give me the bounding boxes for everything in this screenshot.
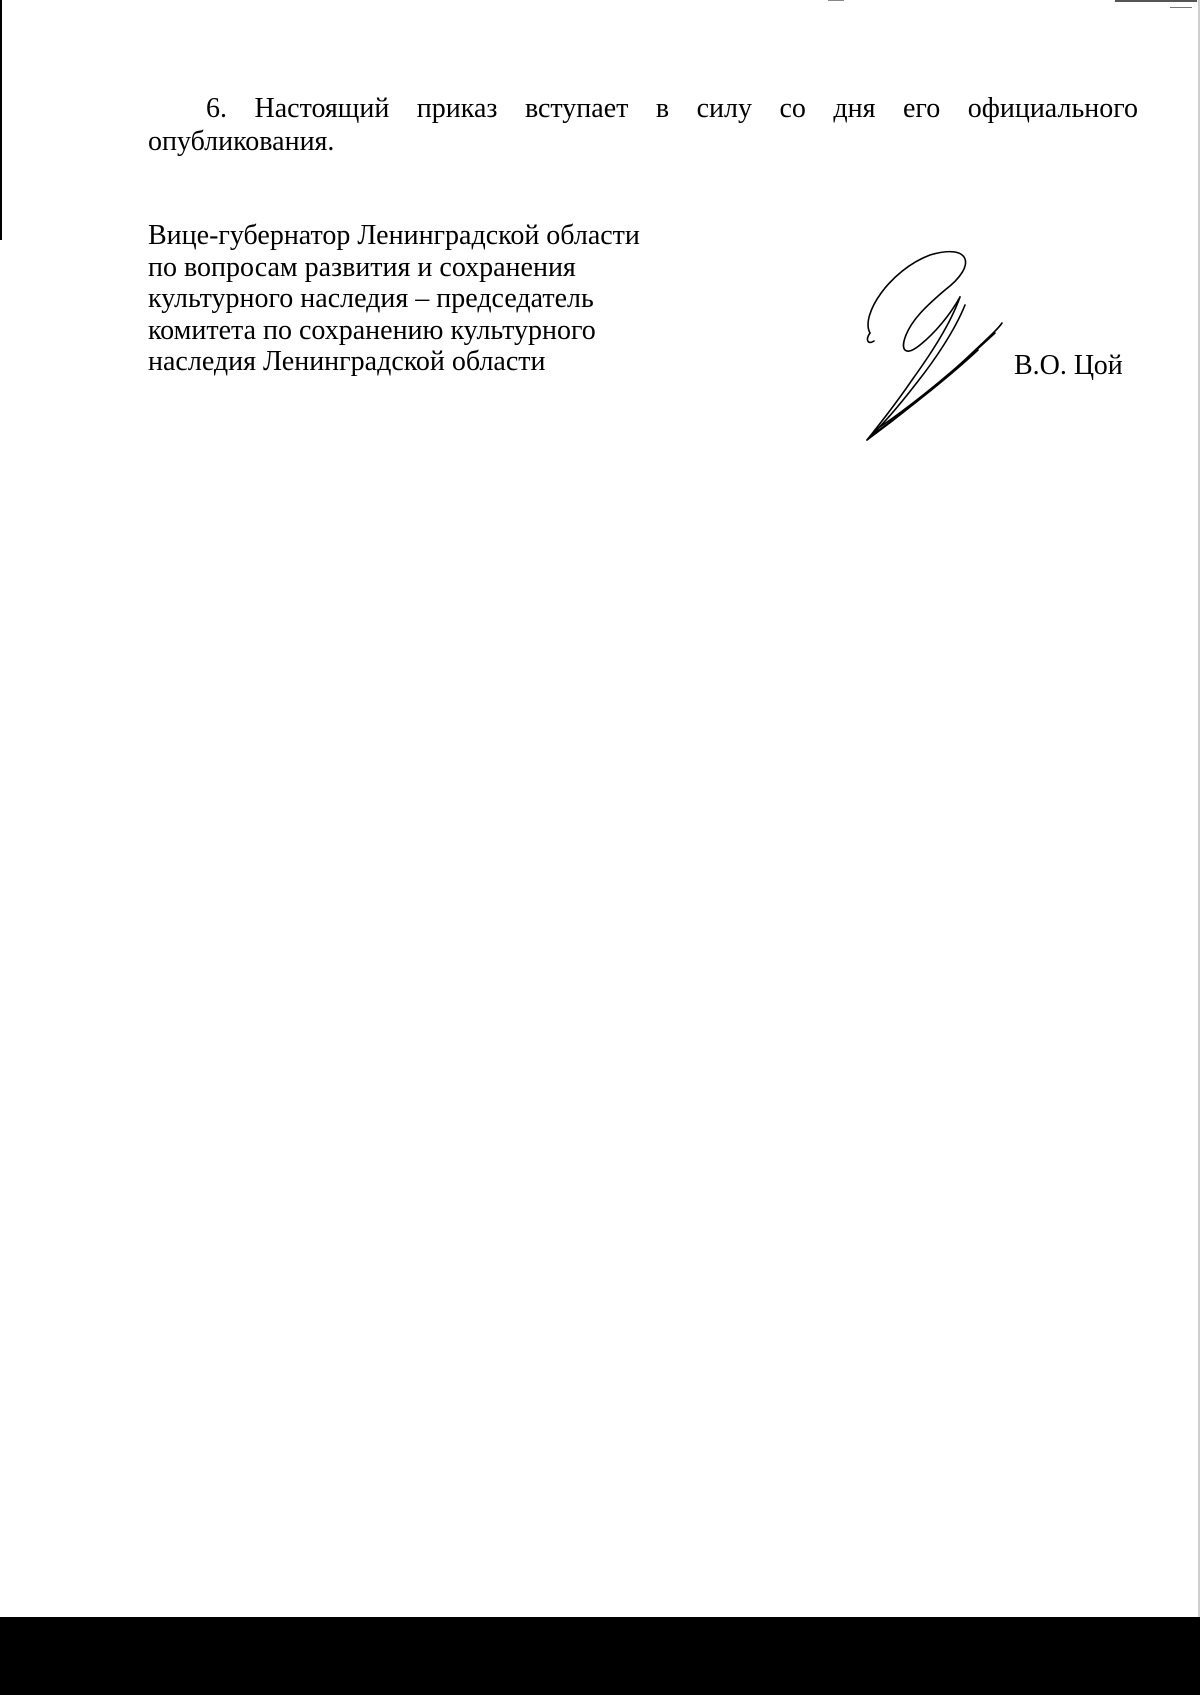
scan-artifact-top-small <box>828 0 844 1</box>
position-line: по вопросам развития и сохранения <box>148 251 576 283</box>
paragraph-6-line-2: опубликования. <box>148 126 335 157</box>
signatory-position <box>148 220 708 378</box>
position-line: комитета по сохранению культурного <box>148 314 596 346</box>
signatory-name: В.О. Цой <box>1014 350 1123 381</box>
scan-artifact-top-right <box>1170 7 1192 8</box>
position-line: наследия Ленинградской области <box>148 346 546 377</box>
paragraph-6 <box>148 92 1138 158</box>
scan-edge-left <box>0 0 2 240</box>
handwritten-signature <box>860 245 1005 445</box>
position-line: культурного наследия – председатель <box>148 283 594 314</box>
paragraph-6-line-1: 6. Настоящий приказ вступает в силу со дня его официального <box>206 93 1138 124</box>
scan-bottom-band <box>0 1617 1200 1695</box>
position-line: Вице-губернатор Ленинградской области <box>148 220 640 251</box>
scan-artifact-top <box>1115 0 1197 2</box>
